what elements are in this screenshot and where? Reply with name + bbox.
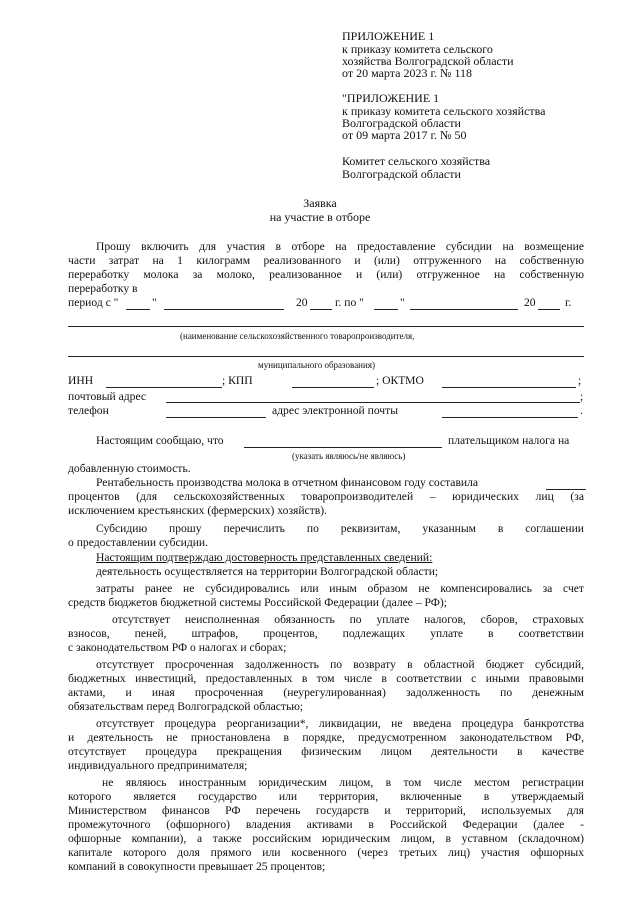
confirm-line: отсутствует процедура реорганизации*, ликвидации, не введена процедура банкротства bbox=[96, 717, 584, 730]
period-year-prefix: 20 bbox=[524, 296, 536, 309]
header-old-appendix-line: к приказу комитета сельского хозяйства bbox=[342, 104, 546, 118]
inn-field[interactable] bbox=[106, 387, 222, 388]
confirm-line: с законодательством РФ о налогах и сборах; bbox=[68, 641, 287, 654]
period-quote: " bbox=[152, 296, 157, 309]
confirm-line: средств бюджетов бюджетной системы Российской Федерации (далее – РФ); bbox=[68, 596, 448, 609]
vat-prefix: Настоящим сообщаю, что bbox=[96, 434, 224, 447]
kpp-label: ; КПП bbox=[222, 374, 253, 387]
phone-field[interactable] bbox=[166, 417, 266, 418]
period-start-month-field[interactable] bbox=[164, 309, 284, 310]
intro-line: переработку в bbox=[68, 282, 138, 295]
producer-name-field[interactable] bbox=[68, 326, 584, 327]
confirm-line: не являюсь иностранным юридическим лицом, в том числе местом регистрации bbox=[102, 776, 584, 789]
period-end-year-field[interactable] bbox=[538, 309, 560, 310]
period-start-year-field[interactable] bbox=[310, 309, 332, 310]
vat-suffix: плательщиком налога на bbox=[448, 434, 570, 447]
document-subtitle: на участие в отборе bbox=[269, 210, 371, 224]
subsidy-line: о предоставлении субсидии. bbox=[68, 536, 209, 549]
confirm-line: и деятельность не приостановлена в порядке, предусмотренном законодательством РФ, bbox=[68, 731, 584, 744]
period-end-month-field[interactable] bbox=[410, 309, 518, 310]
confirm-line: капитале которого доля прямого или косвенного (через третьих лиц) участия офшорных bbox=[68, 846, 584, 859]
confirm-line: отсутствует неисполненная обязанность по уплате налогов, сборов, страховых bbox=[112, 613, 584, 626]
confirm-line: отсутствует просроченная задолженность по возврату в областной бюджет субсидий, bbox=[96, 658, 584, 671]
addressee-line: Комитет сельского хозяйства bbox=[342, 154, 491, 168]
oktmo-field[interactable] bbox=[442, 387, 576, 388]
period-year-prefix: 20 bbox=[296, 296, 308, 309]
header-old-appendix-line: Волгоградской области bbox=[342, 116, 461, 130]
email-field[interactable] bbox=[442, 417, 578, 418]
address-field[interactable] bbox=[166, 402, 580, 403]
confirm-line: компаний в совокупности превышает 25 процентов; bbox=[68, 860, 326, 873]
kpp-field[interactable] bbox=[292, 387, 374, 388]
period-end-day-field[interactable] bbox=[374, 309, 398, 310]
intro-line: переработку молока за молоко, реализованное и (или) отгруженное на собственную bbox=[68, 268, 584, 281]
vat-status-field[interactable] bbox=[244, 447, 442, 448]
email-label: адрес электронной почты bbox=[272, 404, 398, 417]
inn-label: ИНН bbox=[68, 374, 94, 387]
profit-line: процентов (для сельскохозяйственных товаропроизводителей – юридических лиц (за bbox=[68, 490, 584, 503]
oktmo-label: ; ОКТМО bbox=[376, 374, 424, 387]
document-title: Заявка bbox=[303, 196, 337, 210]
addressee-line: Волгоградской области bbox=[342, 167, 461, 181]
confirm-line: деятельность осуществляется на территории Волгоградской области; bbox=[96, 565, 439, 578]
vat-caption: (указать являюсь/не являюсь) bbox=[292, 451, 406, 461]
header-old-appendix-line: от 09 марта 2017 г. № 50 bbox=[342, 128, 467, 142]
period-year-suffix: г. bbox=[565, 296, 572, 309]
period-quote: " bbox=[400, 296, 405, 309]
producer-name-caption: (наименование сельскохозяйственного товаропроизводителя, bbox=[180, 331, 415, 341]
profit-line: исключением крестьянских (фермерских) хозяйств). bbox=[68, 504, 328, 517]
municipality-caption: муниципального образования) bbox=[258, 360, 375, 370]
separator: . bbox=[580, 404, 583, 417]
phone-label: телефон bbox=[68, 404, 109, 417]
confirm-line: промежуточного (офшорного) владения активами в Российской Федерации (далее - bbox=[68, 818, 584, 831]
confirm-line: обязательствам перед Волгоградской областью; bbox=[68, 700, 304, 713]
confirm-line: затраты ранее не субсидировались или иным образом не компенсировались за счет bbox=[96, 582, 584, 595]
period-start-day-field[interactable] bbox=[126, 309, 150, 310]
subsidy-line: Субсидию прошу перечислить по реквизитам, указанным в соглашении bbox=[96, 522, 584, 535]
separator: ; bbox=[578, 374, 582, 387]
confirm-line: актами, и иная просроченная (неурегулированная) задолженность по денежным bbox=[68, 686, 584, 699]
confirm-heading: Настоящим подтверждаю достоверность представленных сведений: bbox=[96, 551, 433, 564]
municipality-field[interactable] bbox=[68, 356, 584, 357]
intro-line: части затрат на 1 килограмм реализованного и (или) отгруженного на собственную bbox=[68, 254, 584, 267]
confirm-line: отсутствует процедура прекращения физическим лицом деятельности в качестве bbox=[68, 745, 584, 758]
profit-line: Рентабельность производства молока в отчетном финансовом году составила bbox=[96, 476, 479, 489]
header-appendix-title: ПРИЛОЖЕНИЕ 1 bbox=[342, 29, 435, 43]
confirm-line: взносов, пеней, штрафов, процентов, подлежащих уплате в соответствии bbox=[68, 627, 584, 640]
confirm-line: которого является государство или территория, включенные в утверждаемый bbox=[68, 790, 584, 803]
separator: ; bbox=[580, 390, 584, 403]
header-old-appendix-title: "ПРИЛОЖЕНИЕ 1 bbox=[342, 91, 440, 105]
header-appendix-line: от 20 марта 2023 г. № 118 bbox=[342, 66, 473, 80]
period-label: период с " bbox=[68, 296, 119, 309]
confirm-line: офшорные компании), а также российским юридическим лицом, в уставном (складочном) bbox=[68, 832, 584, 845]
period-to-label: г. по " bbox=[335, 296, 364, 309]
address-label: почтовый адрес bbox=[68, 390, 147, 403]
intro-line: Прошу включить для участия в отборе на предоставление субсидии на возмещение bbox=[96, 240, 584, 253]
header-appendix-line: хозяйства Волгоградской области bbox=[342, 54, 514, 68]
confirm-line: бюджетных инвестиций, предоставленных в том числе в соответствии с иными правовыми bbox=[68, 672, 584, 685]
confirm-line: индивидуального предпринимателя; bbox=[68, 759, 248, 772]
vat-line: добавленную стоимость. bbox=[68, 462, 191, 475]
header-appendix-line: к приказу комитета сельского bbox=[342, 42, 493, 56]
confirm-line: Министерством финансов РФ перечень государств и территорий, используемых для bbox=[68, 804, 584, 817]
